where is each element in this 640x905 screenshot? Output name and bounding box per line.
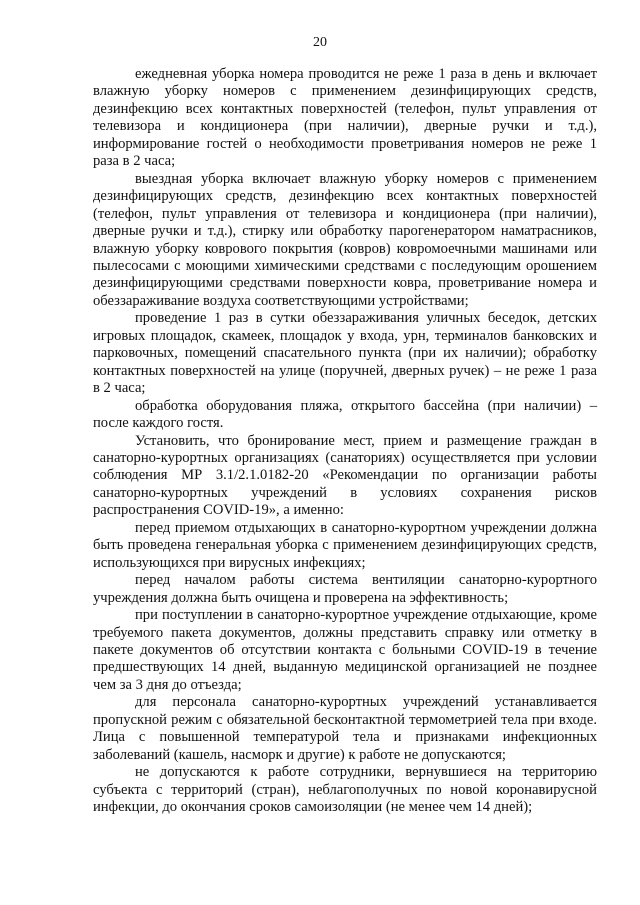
paragraph-staff-self-isolation: не допускаются к работе сотрудники, вернувшиеся на территорию субъекта с территорий (стран), неблагополучных по новой коронавирусной инфекции, до окончания сроков самоизоляции (не менее чем 14 дней);: [93, 764, 597, 816]
paragraph-ventilation: перед началом работы система вентиляции санаторно-курортного учреждения должна быть очищена и проверена на эффективность;: [93, 572, 597, 606]
paragraph-checkout-cleaning: выездная уборка включает влажную уборку номеров с применением дезинфицирующих средств, дезинфекцию всех контактных поверхностей (телефон, пульт управления от телевизора и кондиционера (при наличии), дверные ручки и т.д.), стирку или обработку парогенератором наматрасников, влажную уборку коврового покрытия (ковров) ковромоечными машинами или пылесосами с моющими химическими средствами с последующим орошением дезинфицирующими средствами поверхности ковра, проветривание номера и обеззараживание воздуха соответствующими устройствами;: [93, 170, 597, 309]
paragraph-staff-access: для персонала санаторно-курортных учреждений устанавливается пропускной режим с обязательной бесконтактной термометрией тела при входе. Лица с повышенной температурой тела и признаками инфекционных заболеваний (кашель, насморк и другие) к работе не допускаются;: [93, 694, 597, 763]
document-body: [93, 66, 597, 816]
paragraph-daily-cleaning: ежедневная уборка номера проводится не реже 1 раза в день и включает влажную уборку номеров с применением дезинфицирующих средств, дезинфекцию всех контактных поверхностей (телефон, пульт управления от телевизора и кондиционера (при наличии), дверные ручки и т.д.), информирование гостей о необходимости проветривания номеров не реже 1 раза в 2 часа;: [93, 66, 597, 170]
page-number: 20: [313, 35, 327, 50]
paragraph-outdoor-disinfection: проведение 1 раз в сутки обеззараживания уличных беседок, детских игровых площадок, скамеек, площадок у входа, урн, терминалов банковских и парковочных, помещений спасательного пункта (при их наличии); обработку контактных поверхностей на улице (поручней, дверных ручек) – не реже 1 раза в 2 часа;: [93, 310, 597, 397]
paragraph-booking-rules: Установить, что бронирование мест, прием и размещение граждан в санаторно-курортных организациях (санаториях) осуществляется при условии соблюдения МР 3.1/2.1.0182-20 «Рекомендации по организации работы санаторно-курортных учреждений в условиях сохранения рисков распространения COVID-19», а именно:: [93, 432, 597, 519]
paragraph-arrival-documents: при поступлении в санаторно-курортное учреждение отдыхающие, кроме требуемого пакета документов, должны представить справку или отметку в пакете документов об отсутствии контакта с больными COVID-19 в течение предшествующих 14 дней, выданную медицинской организацией не позднее чем за 3 дня до отъезда;: [93, 607, 597, 693]
paragraph-general-cleaning: перед приемом отдыхающих в санаторно-курортном учреждении должна быть проведена генеральная уборка с применением дезинфицирующих средств, использующихся при вирусных инфекциях;: [93, 519, 597, 571]
paragraph-beach-equipment: обработка оборудования пляжа, открытого бассейна (при наличии) – после каждого гостя.: [93, 397, 597, 432]
